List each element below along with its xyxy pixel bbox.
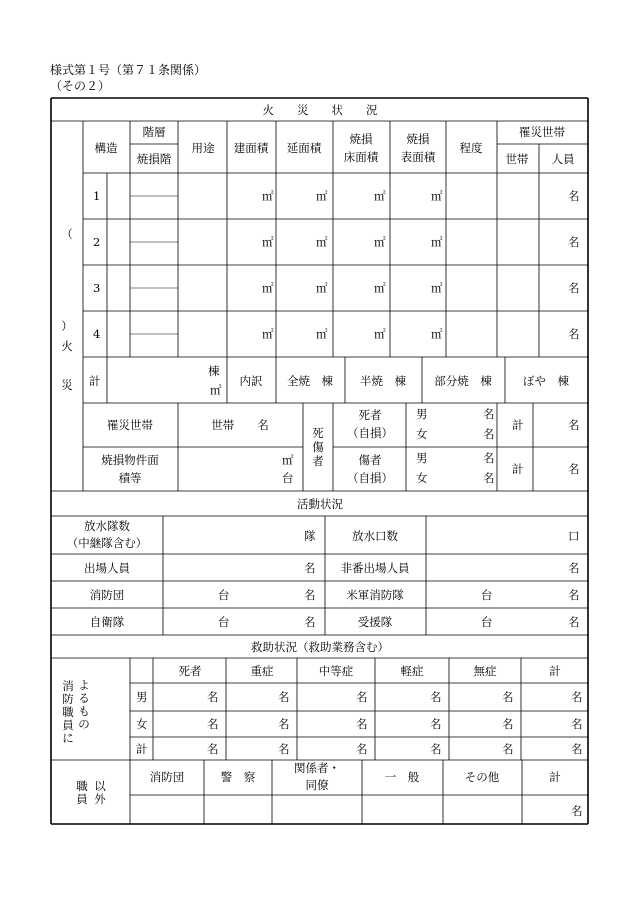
unit-dai: 台 — [218, 588, 230, 602]
unit-mei: 名 — [568, 327, 580, 341]
rescue-side-char: 職 — [62, 705, 74, 719]
col-teido: 程度 — [459, 141, 483, 155]
rescue-side-char: る — [78, 691, 90, 705]
activity-section — [51, 497, 588, 635]
fire-side-open: （ — [61, 227, 73, 241]
rescue-unit-row-male — [207, 690, 583, 704]
unit-mei: 名 — [430, 717, 442, 731]
other-col-kei: 計 — [549, 770, 561, 784]
other-col-doryo: 同僚 — [305, 778, 329, 792]
hansho: 半焼 棟 — [360, 374, 406, 388]
bubun: 部分焼 棟 — [434, 374, 492, 388]
unit-mei: 名 — [207, 717, 219, 731]
other-side-char: 以 — [94, 779, 106, 793]
col-shoson-1: 焼損 — [349, 132, 373, 146]
shoson-bukken-2: 積等 — [118, 471, 142, 485]
shisha-label: 死者 — [358, 408, 382, 422]
risai-setai-label: 罹災世帯 — [107, 418, 153, 432]
unit-m2: ㎡ — [374, 189, 386, 203]
fire-total-row — [89, 357, 569, 403]
unit-mei: 名 — [356, 742, 368, 756]
unit-mei: 名 — [568, 462, 580, 476]
unit-mei: 名 — [304, 615, 316, 629]
unit-mei: 名 — [483, 451, 495, 465]
shisho-char-3: 者 — [312, 454, 324, 468]
rescue-col-chutosho: 中等症 — [318, 664, 354, 678]
rescue-row-male: 男 — [136, 690, 148, 704]
rescue-side-char: も — [78, 704, 90, 718]
shoson-bukken-1: 焼損物件面 — [101, 453, 159, 467]
other-side-char: 員 — [76, 792, 88, 806]
unit-m2: ㎡ — [262, 235, 274, 249]
rescue-col-keisho: 軽症 — [400, 664, 424, 678]
unit-dai: 台 — [481, 615, 493, 629]
unit-mei: 名 — [304, 588, 316, 602]
rescue-col-musho: 無症 — [473, 664, 497, 678]
unit-mei: 名 — [568, 235, 580, 249]
unit-mei: 名 — [568, 281, 580, 295]
row-number: 2 — [93, 235, 101, 249]
rescue-side-char: の — [78, 717, 90, 731]
other-col-sonota: その他 — [464, 770, 500, 784]
unit-m2: ㎡ — [374, 327, 386, 341]
unit-mei: 名 — [571, 717, 583, 731]
unit-mei: 名 — [568, 561, 580, 575]
shisho-char-2: 傷 — [312, 440, 324, 454]
other-col-kankeisha: 関係者・ — [294, 761, 340, 775]
shisho-char-1: 死 — [312, 426, 324, 440]
rescue-col-shisha: 死者 — [178, 664, 202, 678]
row-number: 1 — [93, 189, 101, 203]
rescue-row-total: 計 — [136, 742, 148, 756]
rescue-side-char: 員 — [62, 718, 74, 732]
shisha-male: 男 — [416, 407, 428, 421]
activity-title: 活動状況 — [297, 497, 343, 511]
uchiwake: 内訳 — [239, 374, 263, 388]
unit-m2: ㎡ — [374, 281, 386, 295]
col-hyomen: 表面積 — [400, 150, 436, 164]
col-risai: 罹災世帯 — [519, 125, 565, 139]
col-kaiso: 階層 — [142, 125, 166, 139]
unit-m2: ㎡ — [262, 281, 274, 295]
boya: ぼや 棟 — [523, 374, 569, 388]
hiban-label: 非番出場人員 — [340, 561, 410, 575]
unit-mei: 名 — [502, 742, 514, 756]
col-yuka: 床面積 — [343, 150, 379, 164]
unit-m2: ㎡ — [316, 281, 328, 295]
unit-mei: 名 — [568, 615, 580, 629]
unit-kuchi: 口 — [568, 529, 580, 543]
col-nobemen: 延面積 — [286, 141, 322, 155]
unit-dai: 台 — [481, 588, 493, 602]
unit-m2: ㎡ — [316, 327, 328, 341]
shosha-male: 男 — [416, 451, 428, 465]
unit-mei: 名 — [278, 717, 290, 731]
total-m2: ㎡ — [210, 383, 222, 397]
shobodan-label: 消防団 — [89, 588, 125, 602]
col-yoto: 用途 — [191, 141, 215, 155]
unit-dai: 台 — [218, 615, 230, 629]
unit-mei: 名 — [568, 588, 580, 602]
fire-side-label-2: 災 — [61, 378, 73, 392]
unit-m2: ㎡ — [316, 189, 328, 203]
rescue-unit-row-total — [207, 742, 583, 756]
casualty-block — [83, 403, 588, 491]
shisha-jison: （自損） — [347, 426, 393, 440]
form-sub-number: （その２） — [50, 79, 111, 93]
shosha-jison: （自損） — [347, 471, 393, 485]
total-label: 計 — [89, 374, 101, 388]
unit-mei: 名 — [304, 561, 316, 575]
rescue-row-female: 女 — [136, 717, 148, 731]
unit-mei: 名 — [430, 690, 442, 704]
other-col-keisatsu: 警 察 — [220, 770, 256, 784]
col-kozo: 構造 — [94, 141, 118, 155]
other-col-ippan: 一 般 — [384, 770, 420, 784]
shosha-female: 女 — [416, 471, 428, 485]
unit-m2: ㎡ — [431, 235, 443, 249]
setai-mei: 世帯 名 — [211, 418, 269, 432]
fire-section-title: 火 災 状 況 — [262, 103, 378, 117]
unit-m2: ㎡ — [374, 235, 386, 249]
zensho: 全焼 棟 — [287, 374, 333, 388]
col-jinin: 人員 — [551, 152, 575, 166]
form-number: 様式第１号（第７１条関係） — [50, 63, 207, 77]
shosha-kei: 計 — [512, 462, 524, 476]
unit-mei: 名 — [571, 690, 583, 704]
unit-mei: 名 — [483, 427, 495, 441]
rescue-side-char: 防 — [62, 692, 74, 706]
shisha-kei: 計 — [512, 418, 524, 432]
shisha-female: 女 — [416, 427, 428, 441]
unit-mei: 名 — [502, 717, 514, 731]
col-shosonkai: 焼損階 — [136, 152, 172, 166]
row-number: 3 — [93, 281, 101, 295]
unit-mei: 名 — [430, 742, 442, 756]
unit-mei: 名 — [571, 804, 583, 818]
unit-mei: 名 — [483, 407, 495, 421]
unit-mei: 名 — [278, 742, 290, 756]
rescue-title: 救助状況（救助業務含む） — [251, 640, 389, 654]
fire-side-close: ） — [61, 319, 73, 333]
unit-mei: 名 — [356, 717, 368, 731]
other-side-char: 外 — [94, 792, 106, 806]
unit-m2: ㎡ — [431, 327, 443, 341]
rescue-section — [51, 640, 588, 824]
unit-mei: 名 — [568, 418, 580, 432]
unit-mei: 名 — [207, 742, 219, 756]
unit-m2: ㎡ — [431, 281, 443, 295]
bukken-m2: ㎡ — [282, 453, 294, 467]
unit-tai: 隊 — [304, 529, 316, 543]
bukken-dai: 台 — [282, 471, 294, 485]
other-side-char: 職 — [76, 779, 88, 793]
unit-mei: 名 — [207, 690, 219, 704]
hosui-label-1: 放水隊数 — [84, 519, 130, 533]
rescue-unit-row-female — [207, 717, 583, 731]
beigun-label: 米軍消防隊 — [346, 588, 404, 602]
rescue-col-jusho: 重症 — [250, 664, 274, 678]
jieitai-label: 自衛隊 — [89, 615, 125, 629]
juen-label: 受援隊 — [357, 615, 393, 629]
hosuiko-label: 放水口数 — [352, 529, 398, 543]
unit-m2: ㎡ — [431, 189, 443, 203]
shosha-label: 傷者 — [358, 453, 382, 467]
rescue-side-char: に — [62, 731, 74, 745]
total-to: 棟 — [208, 364, 220, 378]
unit-mei: 名 — [502, 690, 514, 704]
unit-m2: ㎡ — [316, 235, 328, 249]
rescue-side-char: 消 — [62, 679, 74, 693]
col-setai: 世帯 — [505, 152, 529, 166]
row-number: 4 — [93, 327, 101, 341]
other-col-shobodan: 消防団 — [149, 770, 185, 784]
shutsujo-label: 出場人員 — [84, 561, 130, 575]
hosui-label-2: （中継隊含む） — [66, 536, 148, 550]
unit-mei: 名 — [483, 471, 495, 485]
unit-mei: 名 — [278, 690, 290, 704]
unit-m2: ㎡ — [262, 189, 274, 203]
unit-mei: 名 — [568, 189, 580, 203]
unit-mei: 名 — [356, 690, 368, 704]
fire-side-label-1: 火 — [61, 339, 73, 353]
col-shoson-2: 焼損 — [406, 132, 430, 146]
unit-mei: 名 — [571, 742, 583, 756]
rescue-side-char: よ — [78, 678, 90, 692]
col-kenmen: 建面積 — [233, 141, 269, 155]
rescue-col-kei: 計 — [549, 664, 561, 678]
unit-m2: ㎡ — [262, 327, 274, 341]
